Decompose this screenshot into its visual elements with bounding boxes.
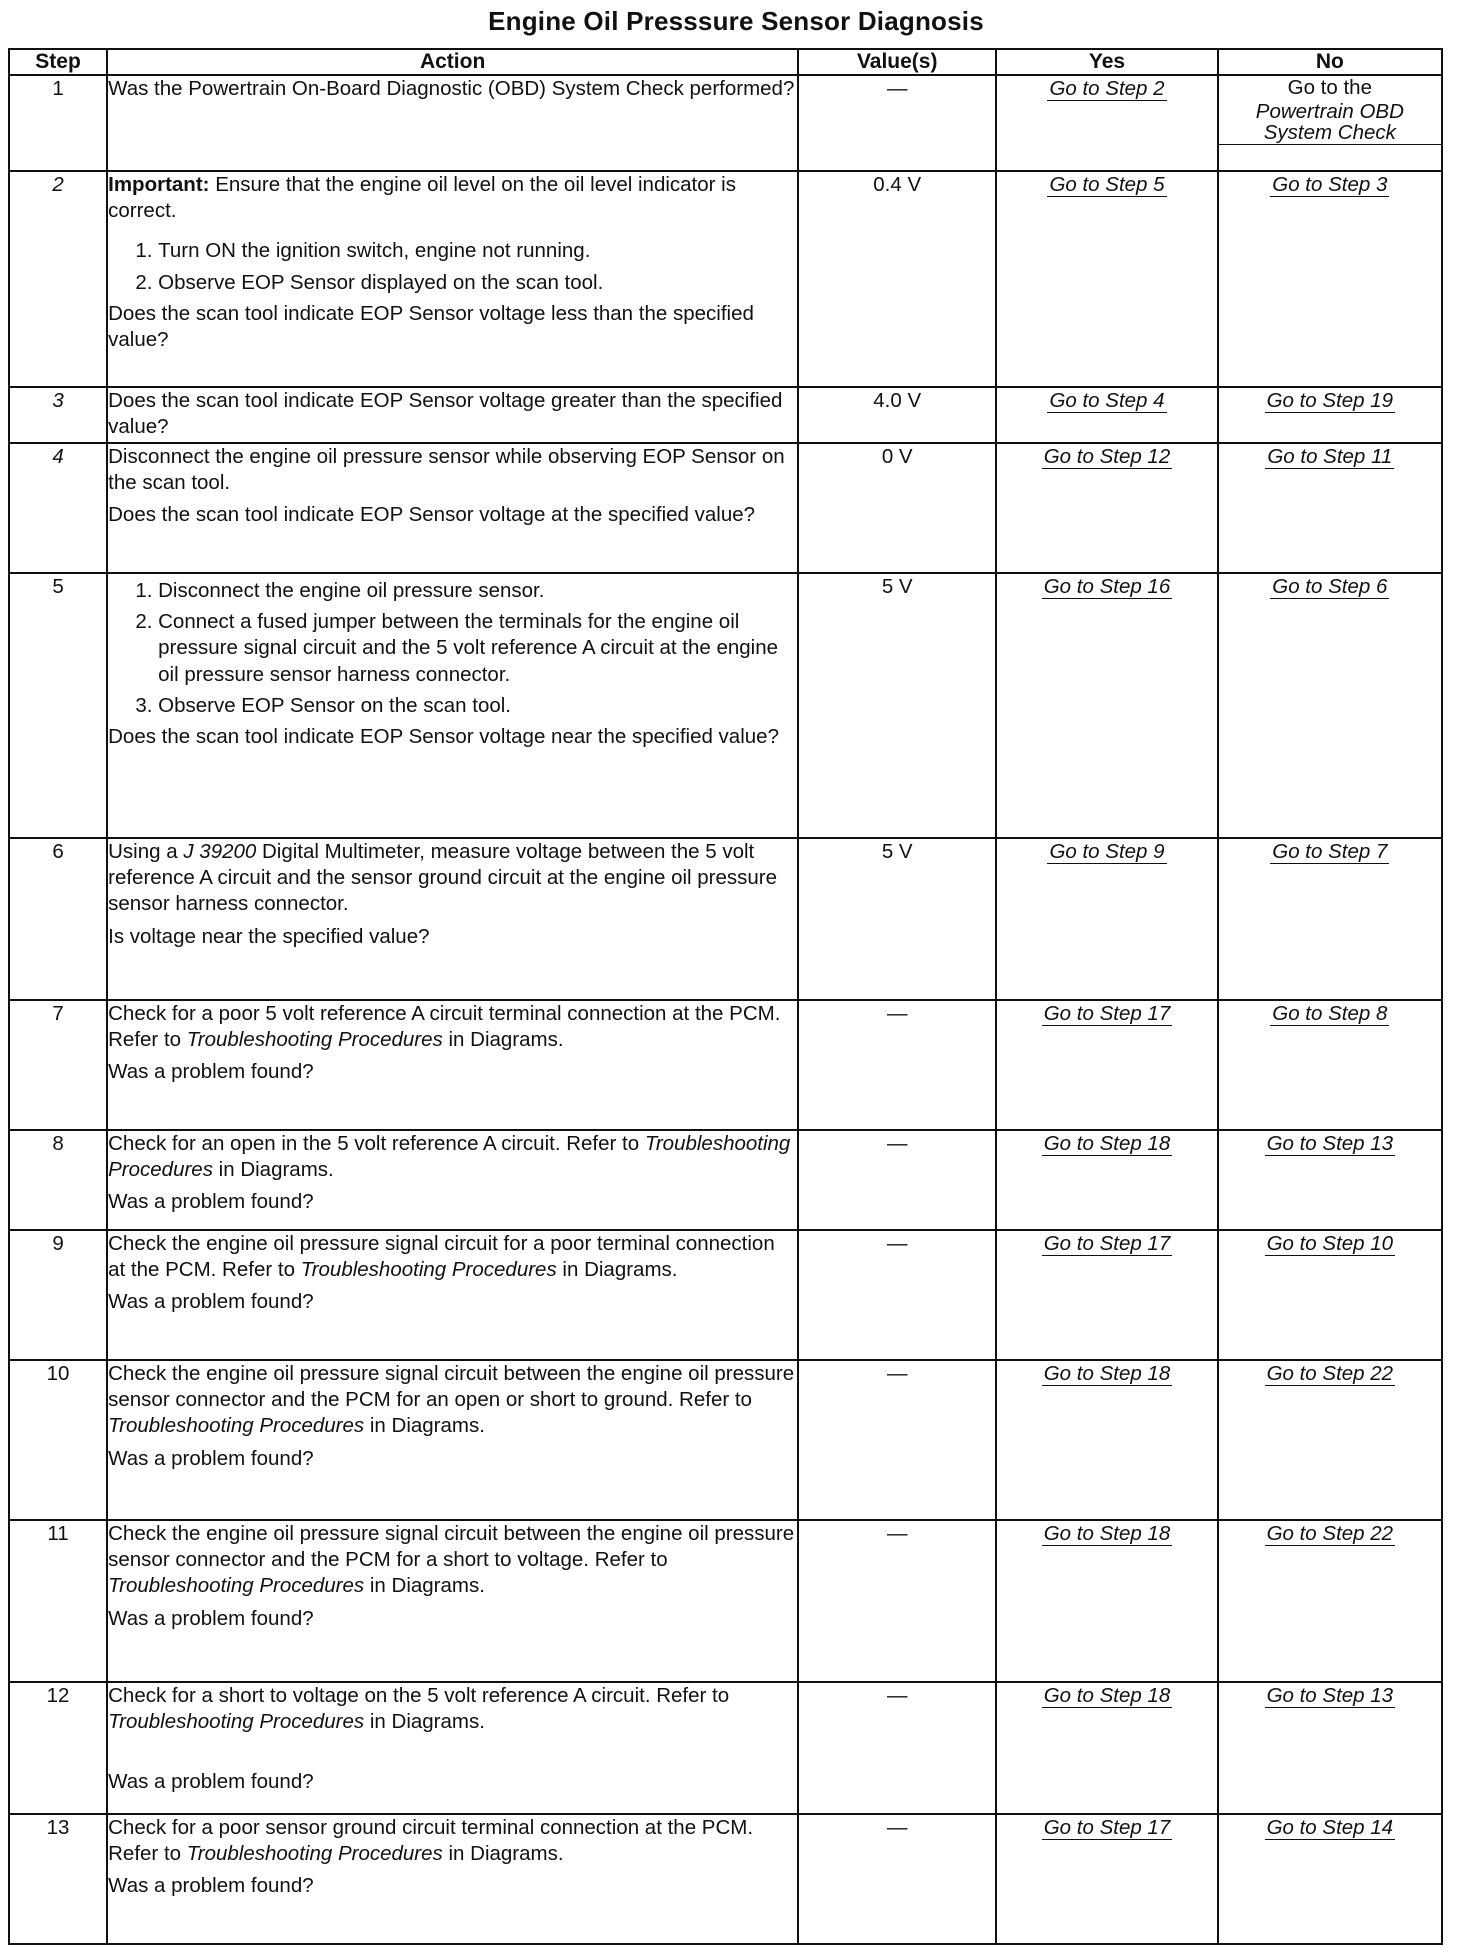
table-row	[9, 573, 1442, 838]
value-cell: 0.4 V	[798, 171, 996, 387]
question-text: Was a problem found?	[108, 1874, 314, 1898]
reference-link[interactable]: Troubleshooting Procedures	[108, 1710, 365, 1734]
value-cell: —	[798, 1682, 996, 1814]
no-cell	[1218, 75, 1442, 171]
step-number: 10	[9, 1360, 107, 1520]
important-text: Ensure that the engine oil level on the oil level indicator is correct.	[108, 173, 736, 223]
action-cell	[107, 387, 798, 443]
action-text-post: in Diagrams.	[369, 1414, 485, 1438]
reference-link[interactable]: Troubleshooting Procedures	[300, 1258, 557, 1282]
table-row	[9, 1520, 1442, 1682]
no-link[interactable]: Go to Step 6	[1272, 575, 1388, 598]
no-cell	[1218, 1520, 1442, 1682]
yes-link[interactable]: Go to Step 17	[1043, 1232, 1171, 1255]
step-number: 2	[9, 171, 107, 387]
table-row	[9, 1130, 1442, 1230]
reference-link[interactable]: Troubleshooting Procedures	[108, 1414, 365, 1438]
yes-link[interactable]: Go to Step 17	[1043, 1002, 1171, 1025]
tool-name: J 39200	[183, 840, 257, 863]
step-number: 6	[9, 838, 107, 1000]
action-text-pre: Check the engine oil pressure signal circuit for a poor terminal connection at the PCM. Refer to	[108, 1232, 775, 1282]
no-cell	[1218, 443, 1442, 573]
value-cell: —	[798, 1520, 996, 1682]
table-row	[9, 75, 1442, 171]
action-steps	[108, 578, 797, 719]
table-row	[9, 838, 1442, 1000]
action-text	[108, 1361, 797, 1440]
no-cell	[1218, 1130, 1442, 1230]
value-cell: —	[798, 1814, 996, 1944]
yes-link[interactable]: Go to Step 4	[1049, 389, 1165, 412]
header-value: Value(s)	[798, 49, 996, 75]
value-cell: —	[798, 1000, 996, 1130]
action-steps	[108, 238, 797, 295]
no-link[interactable]: Go to Step 22	[1266, 1522, 1394, 1545]
value-cell: —	[798, 1230, 996, 1360]
yes-link[interactable]: Go to Step 18	[1043, 1684, 1171, 1707]
yes-cell	[996, 1230, 1217, 1360]
action-text-pre: Using a	[108, 840, 178, 863]
yes-link[interactable]: Go to Step 17	[1043, 1816, 1171, 1839]
value-cell: —	[798, 75, 996, 171]
action-text-pre: Check for an open in the 5 volt reference A circuit. Refer to	[108, 1132, 640, 1155]
no-cell	[1218, 573, 1442, 838]
action-text-post: in Diagrams.	[369, 1574, 485, 1598]
yes-cell	[996, 573, 1217, 838]
header-action: Action	[107, 49, 798, 75]
action-text-post: in Diagrams.	[218, 1158, 334, 1182]
yes-cell	[996, 1130, 1217, 1230]
no-cell	[1218, 1814, 1442, 1944]
value-cell: 4.0 V	[798, 387, 996, 443]
table-row	[9, 1682, 1442, 1814]
table-row	[9, 171, 1442, 387]
no-link[interactable]: Go to Step 22	[1266, 1362, 1394, 1385]
no-cell	[1218, 1230, 1442, 1360]
action-text	[108, 1521, 797, 1600]
question-text: Does the scan tool indicate EOP Sensor voltage at the specified value?	[108, 503, 756, 527]
yes-link[interactable]: Go to Step 18	[1043, 1362, 1171, 1385]
step-number: 4	[9, 443, 107, 573]
question-text: Was a problem found?	[108, 1606, 314, 1630]
action-text	[108, 1131, 797, 1183]
step-number: 7	[9, 1000, 107, 1130]
yes-link[interactable]: Go to Step 12	[1043, 445, 1171, 468]
no-link[interactable]: Go to Step 7	[1272, 840, 1388, 863]
table-row	[9, 1230, 1442, 1360]
no-link[interactable]: Go to Step 11	[1267, 445, 1393, 468]
action-step: 3. Observe EOP Sensor on the scan tool.	[158, 693, 797, 719]
action-text-post: in Diagrams.	[448, 1842, 564, 1866]
no-link[interactable]: Go to Step 13	[1266, 1132, 1394, 1155]
action-cell	[107, 1360, 798, 1520]
yes-cell	[996, 1814, 1217, 1944]
action-step: 2. Connect a fused jumper between the terminals for the engine oil pressure signal circuit and the 5 volt reference A circuit at the engine oil pressure sensor harness connector.	[158, 609, 797, 688]
question-text: Was a problem found?	[108, 1190, 314, 1214]
action-cell	[107, 75, 798, 171]
yes-link[interactable]: Go to Step 2	[1049, 77, 1165, 100]
action-cell	[107, 443, 798, 573]
header-no: No	[1218, 49, 1442, 75]
table-row	[9, 1000, 1442, 1130]
action-text	[108, 839, 797, 918]
no-link[interactable]: Go to Step 3	[1272, 173, 1388, 196]
yes-cell	[996, 1520, 1217, 1682]
question-text: Does the scan tool indicate EOP Sensor voltage near the specified value?	[108, 725, 779, 749]
action-text-post: in Diagrams.	[369, 1710, 485, 1734]
reference-link[interactable]: Troubleshooting Procedures	[108, 1132, 791, 1182]
question-text: Was a problem found?	[108, 1770, 314, 1794]
step-number: 1	[9, 75, 107, 171]
action-text-pre: Check for a short to voltage on the 5 volt reference A circuit. Refer to	[108, 1684, 730, 1707]
value-cell: 0 V	[798, 443, 996, 573]
diagnosis-table	[8, 48, 1443, 1945]
important-note	[108, 172, 797, 224]
no-prefix: Go to the	[1287, 76, 1372, 99]
table-row	[9, 443, 1442, 573]
yes-cell	[996, 1682, 1217, 1814]
yes-cell	[996, 387, 1217, 443]
value-cell: 5 V	[798, 573, 996, 838]
yes-cell	[996, 1000, 1217, 1130]
no-link[interactable]: Go to Step 10	[1266, 1232, 1394, 1255]
question-text: Was a problem found?	[108, 1446, 314, 1470]
table-row	[9, 1360, 1442, 1520]
no-cell	[1218, 387, 1442, 443]
yes-link[interactable]: Go to Step 18	[1043, 1522, 1171, 1545]
action-text: Was the Powertrain On-Board Diagnostic (OBD) System Check performed?	[108, 77, 795, 100]
no-link[interactable]: Go to Step 19	[1266, 389, 1394, 412]
action-cell	[107, 171, 798, 387]
no-cell	[1218, 1360, 1442, 1520]
action-cell	[107, 1520, 798, 1682]
page-title: Engine Oil Presssure Sensor Diagnosis	[488, 6, 984, 36]
value-cell: —	[798, 1130, 996, 1230]
action-text-pre: Check the engine oil pressure signal circuit between the engine oil pressure sensor connector and the PCM for a short to voltage. Refer to	[108, 1522, 795, 1572]
value-cell: 5 V	[798, 838, 996, 1000]
question-text: Is voltage near the specified value?	[108, 924, 430, 948]
action-text-pre: Check for a poor sensor ground circuit terminal connection at the PCM. Refer to	[108, 1816, 754, 1866]
yes-link[interactable]: Go to Step 9	[1049, 840, 1165, 863]
table-row	[9, 387, 1442, 443]
step-number: 11	[9, 1520, 107, 1682]
question-text: Was a problem found?	[108, 1290, 314, 1314]
action-step: 1. Turn ON the ignition switch, engine not running.	[158, 238, 797, 264]
step-number: 3	[9, 387, 107, 443]
yes-link[interactable]: Go to Step 18	[1043, 1132, 1171, 1155]
action-cell	[107, 838, 798, 1000]
step-number: 12	[9, 1682, 107, 1814]
action-cell	[107, 1814, 798, 1944]
yes-cell	[996, 171, 1217, 387]
important-label: Important:	[108, 173, 210, 196]
no-cell	[1218, 838, 1442, 1000]
no-link[interactable]: Go to Step 13	[1266, 1684, 1394, 1707]
reference-link[interactable]: Troubleshooting Procedures	[108, 1574, 365, 1598]
table-row	[9, 1814, 1442, 1944]
no-cell	[1218, 1000, 1442, 1130]
action-text	[108, 1001, 797, 1053]
reference-link[interactable]: Troubleshooting Procedures	[186, 1842, 443, 1866]
action-text-post: in Diagrams.	[562, 1258, 678, 1282]
action-step: 1. Disconnect the engine oil pressure sensor.	[158, 578, 797, 604]
question-text: Does the scan tool indicate EOP Sensor voltage greater than the specified value?	[108, 389, 783, 439]
action-text-post: Digital Multimeter, measure voltage between the 5 volt reference A circuit and the sensor ground circuit at the engine oil pressure sensor harness connector.	[108, 840, 778, 916]
action-text	[108, 1683, 797, 1735]
header-step: Step	[9, 49, 107, 75]
action-text	[108, 1231, 797, 1283]
step-number: 5	[9, 573, 107, 838]
no-cell	[1218, 171, 1442, 387]
table-header-row	[9, 49, 1442, 75]
header-yes: Yes	[996, 49, 1217, 75]
action-text-post: in Diagrams.	[448, 1028, 564, 1052]
no-link[interactable]: Powertrain OBD System Check	[1219, 101, 1441, 145]
no-link[interactable]: Go to Step 8	[1272, 1002, 1388, 1025]
yes-cell	[996, 1360, 1217, 1520]
question-text: Does the scan tool indicate EOP Sensor voltage less than the specified value?	[108, 301, 754, 352]
question-text: Was a problem found?	[108, 1060, 314, 1084]
step-number: 8	[9, 1130, 107, 1230]
yes-cell	[996, 838, 1217, 1000]
action-text-pre: Check the engine oil pressure signal circuit between the engine oil pressure sensor connector and the PCM for an open or short to ground. Refer to	[108, 1362, 795, 1412]
action-cell	[107, 1130, 798, 1230]
action-step: 2. Observe EOP Sensor displayed on the scan tool.	[158, 270, 797, 296]
action-cell	[107, 1682, 798, 1814]
action-text: Disconnect the engine oil pressure sensor while observing EOP Sensor on the scan tool.	[108, 445, 785, 495]
action-cell	[107, 1230, 798, 1360]
yes-link[interactable]: Go to Step 5	[1049, 173, 1165, 196]
action-text	[108, 1815, 797, 1867]
no-cell	[1218, 1682, 1442, 1814]
yes-cell	[996, 443, 1217, 573]
no-link[interactable]: Go to Step 14	[1266, 1816, 1394, 1839]
yes-cell	[996, 75, 1217, 171]
value-cell: —	[798, 1360, 996, 1520]
yes-link[interactable]: Go to Step 16	[1043, 575, 1171, 598]
action-cell	[107, 573, 798, 838]
reference-link[interactable]: Troubleshooting Procedures	[186, 1028, 443, 1052]
step-number: 13	[9, 1814, 107, 1944]
action-text-pre: Check for a poor 5 volt reference A circuit terminal connection at the PCM. Refer to	[108, 1002, 781, 1052]
action-cell	[107, 1000, 798, 1130]
step-number: 9	[9, 1230, 107, 1360]
